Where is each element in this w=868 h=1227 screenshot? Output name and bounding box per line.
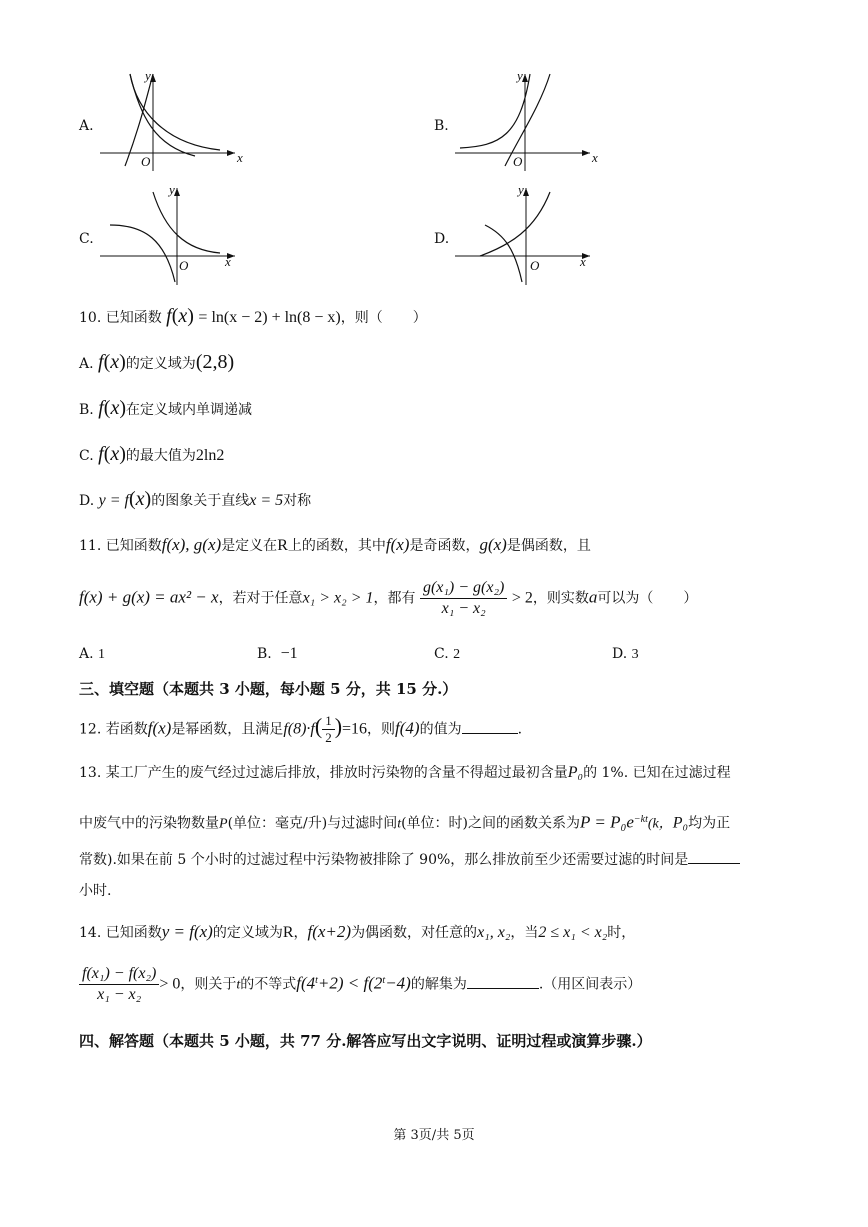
q14-text: 为偶函数，对任意的 [351, 925, 478, 941]
section4-title: 四、解答题（本题共 5 小题，共 77 分.解答应写出文字说明、证明过程或演算步骤.） [79, 1032, 652, 1050]
q11-line2 [79, 578, 697, 619]
q11-fraction [420, 578, 507, 619]
option-a-label: A. [79, 118, 94, 134]
q11-R: R [277, 537, 288, 554]
option-c-label: C. [79, 231, 94, 247]
q12-number: 12. [79, 721, 102, 738]
choice-value: 1 [98, 647, 106, 662]
q11-g: g(x) [479, 535, 507, 554]
q11-number: 11. [79, 538, 102, 554]
q14-x1x2: x₁, x₂ [477, 924, 511, 941]
q14-number: 14. [79, 925, 102, 941]
axis-y-label: y [517, 68, 523, 83]
q11-text: ，都有 [373, 590, 416, 607]
q10-d-pre: y = f [98, 492, 129, 509]
q14-text: ， [293, 925, 308, 941]
q14-text: 已知函数 [105, 925, 162, 941]
choice-label: D. [612, 646, 628, 662]
q13-text: 的 1%. 已知在过滤过程 [583, 765, 731, 781]
q12-text: 的值为 [419, 721, 462, 738]
q14-ineq: −4) [385, 973, 411, 993]
q10-a-label: A. [79, 356, 94, 372]
option-d-graph [450, 180, 600, 290]
q14-frac-num: f(x₁) − f(x₂) [79, 964, 159, 985]
q13-text: 常数).如果在前 5 个小时的过滤过程中污染物被排除了 90%，那么排放前至少还需要过滤的时间是 [79, 852, 689, 868]
q10-c-text: 的最大值为 [125, 448, 196, 464]
option-d-label: D. [434, 231, 450, 247]
q14-line2 [79, 964, 641, 1005]
q14-fraction [79, 964, 159, 1005]
q12-text: ，则 [367, 721, 396, 738]
q11-close: ） [683, 590, 698, 607]
axis-y-label: y [169, 182, 175, 197]
q11-text: 已知函数 [105, 538, 162, 554]
q13-exponent: −kt [633, 814, 648, 825]
q14-ineq-sup: t [315, 974, 318, 986]
q12-answer-blank[interactable] [462, 733, 518, 734]
q10-d-post: 对称 [283, 493, 312, 509]
q14-text: 的解集为 [410, 976, 467, 993]
q11-condition: x₁ > x₂ > 1 [302, 589, 374, 607]
q10-number: 10. [79, 310, 102, 326]
q13-text: (k， [647, 816, 673, 832]
q14-text: 的不等式 [240, 976, 297, 993]
q14-text: ，当 [510, 925, 539, 941]
q13-p: P [219, 816, 228, 832]
q13-line1 [79, 763, 731, 783]
q11-text: 可以为（ [597, 590, 654, 607]
q10-f: f [166, 305, 172, 327]
q13-t: t [397, 816, 402, 832]
q13-line3 [79, 850, 740, 870]
q14-line1 [79, 922, 635, 943]
q14-R: R [282, 924, 294, 941]
q10-b-label: B. [79, 402, 94, 418]
section3-title: 三、填空题（本题共 3 小题，每小题 5 分，共 15 分.） [79, 680, 458, 698]
choice-value: −1 [280, 645, 298, 662]
option-a-graph [95, 66, 245, 176]
axis-x-label: x [580, 254, 586, 269]
q11-choice-d [612, 644, 639, 665]
q11-fg: f(x), g(x) [161, 535, 222, 554]
choice-value: 3 [631, 647, 639, 662]
page-footer: 第 3页/共 5页 [393, 1128, 475, 1143]
q11-text: 上的函数，其中 [287, 538, 386, 554]
q12-text: . [517, 721, 523, 738]
q14-ineq: +2) < f(2 [317, 973, 383, 993]
q11-choice-a [79, 644, 105, 665]
q12-text: 若函数 [105, 721, 148, 738]
option-b-graph [450, 66, 600, 176]
q14-frac-den: x₁ − x₂ [97, 986, 142, 1003]
q11-frac-den: x₁ − x₂ [441, 600, 486, 617]
q10-option-a: A. f(x)的定义域为(2,8) [79, 351, 235, 373]
q14-ineq: f(4 [296, 973, 316, 993]
q13-line4: 小时. [79, 883, 112, 899]
choice-label: B. [257, 646, 272, 662]
q10-var: x [178, 305, 188, 327]
q11-text: 是奇函数， [409, 538, 480, 554]
q10-a-text: 的定义域为 [125, 356, 196, 372]
q10-c-label: C. [79, 448, 94, 464]
option-b-label: B. [434, 118, 449, 134]
q12-frac-num: 1 [322, 713, 335, 730]
q10-function: = ln(x − 2) + ln(8 − x) [198, 309, 341, 326]
origin-label: O [530, 258, 540, 273]
q10-d-text: 的图象关于直线 [151, 493, 250, 509]
q11-f: f(x) [385, 535, 410, 554]
q13-line2 [79, 810, 730, 835]
choice-label: A. [79, 646, 94, 662]
axis-y-label: y [518, 182, 524, 197]
q14-answer-blank[interactable] [467, 988, 539, 989]
q10-d-label: D. [79, 493, 95, 509]
q10-stem-text: 已知函数 [105, 310, 162, 326]
q11-choice-b [257, 644, 298, 664]
option-c-graph [95, 180, 245, 290]
q11-choice-c [434, 644, 460, 665]
q11-equation: f(x) + g(x) = ax² − x [79, 587, 219, 607]
q10-stem-close: ） [412, 310, 427, 326]
q14-t: t [236, 977, 241, 993]
axis-x-label: x [592, 150, 598, 165]
q10-stem: 10. 已知函数 f(x) = ln(x − 2) + ln(8 − x)，则（ ） [79, 305, 427, 327]
q12-line: 12. 若函数f(x)是幂函数，且满足f(8)·f( $\frac{1}{2}$ )=16，则f(4)的值为 . [79, 713, 523, 745]
q13-text: 中废气中的污染物数量 [79, 815, 219, 832]
q11-gt: > 2 [511, 589, 533, 607]
q13-number: 13. [79, 765, 102, 781]
q13-formula: P = P₀e [580, 812, 634, 832]
q10-d-value: x = 5 [249, 492, 284, 509]
q13-answer-blank[interactable] [688, 863, 740, 864]
q12-expr-post: =16 [342, 720, 368, 738]
q11-a-var: a [588, 587, 598, 607]
q11-text: 是偶函数，且 [506, 538, 591, 554]
q12-text: 是幂函数，且满足 [171, 721, 284, 738]
q10-option-d: D. y = f(x)的图象关于直线x = 5对称 [79, 488, 312, 510]
origin-label: O [513, 154, 523, 169]
choice-label: C. [434, 646, 449, 662]
q11-text: ，则实数 [532, 590, 589, 607]
q13-text: (单位：毫克/升)与过滤时间 [227, 815, 398, 832]
q14-condition: 2 ≤ x₁ < x₂ [538, 924, 608, 941]
q10-b-text: 在定义域内单调递减 [126, 402, 252, 418]
q12-fraction [322, 713, 335, 746]
q13-text: (单位：时)之间的函数关系为 [401, 815, 581, 832]
q13-p0: P₀ [567, 764, 584, 781]
q14-ineq-sup: t [382, 974, 386, 986]
q12-frac-den: 2 [325, 730, 332, 745]
q11-frac-num: g(x₁) − g(x₂) [420, 578, 507, 599]
q12-f: f(x) [147, 718, 172, 738]
q13-p0: P₀ [672, 814, 689, 832]
axis-x-label: x [237, 150, 243, 165]
q10-option-c: C. f(x)的最大值为2ln2 [79, 443, 225, 465]
q11-line1 [79, 535, 591, 556]
choice-value: 2 [453, 647, 461, 662]
q12-f4: f(4) [395, 718, 420, 738]
q10-a-value: (2,8) [195, 351, 235, 373]
q14-text: 时， [607, 925, 636, 941]
q14-y-eq: y = f(x) [161, 922, 213, 941]
q10-c-value: 2ln2 [195, 447, 225, 464]
axis-y-label: y [145, 68, 151, 83]
q14-text: ，则关于 [180, 976, 237, 993]
q14-fx2: f(x+2) [307, 922, 352, 941]
q13-text: 均为正 [688, 815, 731, 832]
q11-text: 是定义在 [221, 538, 278, 554]
q13-text: 某工厂产生的废气经过过滤后排放，排放时污染物的含量不得超过最初含量 [105, 765, 568, 781]
axis-x-label: x [225, 254, 231, 269]
q10-option-b: B. f(x)在定义域内单调递减 [79, 397, 252, 419]
origin-label: O [179, 258, 189, 273]
q12-expr-pre: f(8)·f [283, 720, 315, 738]
q14-text: .（用区间表示） [538, 976, 642, 993]
q14-text: 的定义域为 [212, 925, 283, 941]
q11-text: ，若对于任意 [218, 590, 303, 607]
q10-stem-post: ，则（ [340, 310, 383, 326]
q14-gt: > 0 [159, 975, 181, 993]
origin-label: O [141, 154, 151, 169]
